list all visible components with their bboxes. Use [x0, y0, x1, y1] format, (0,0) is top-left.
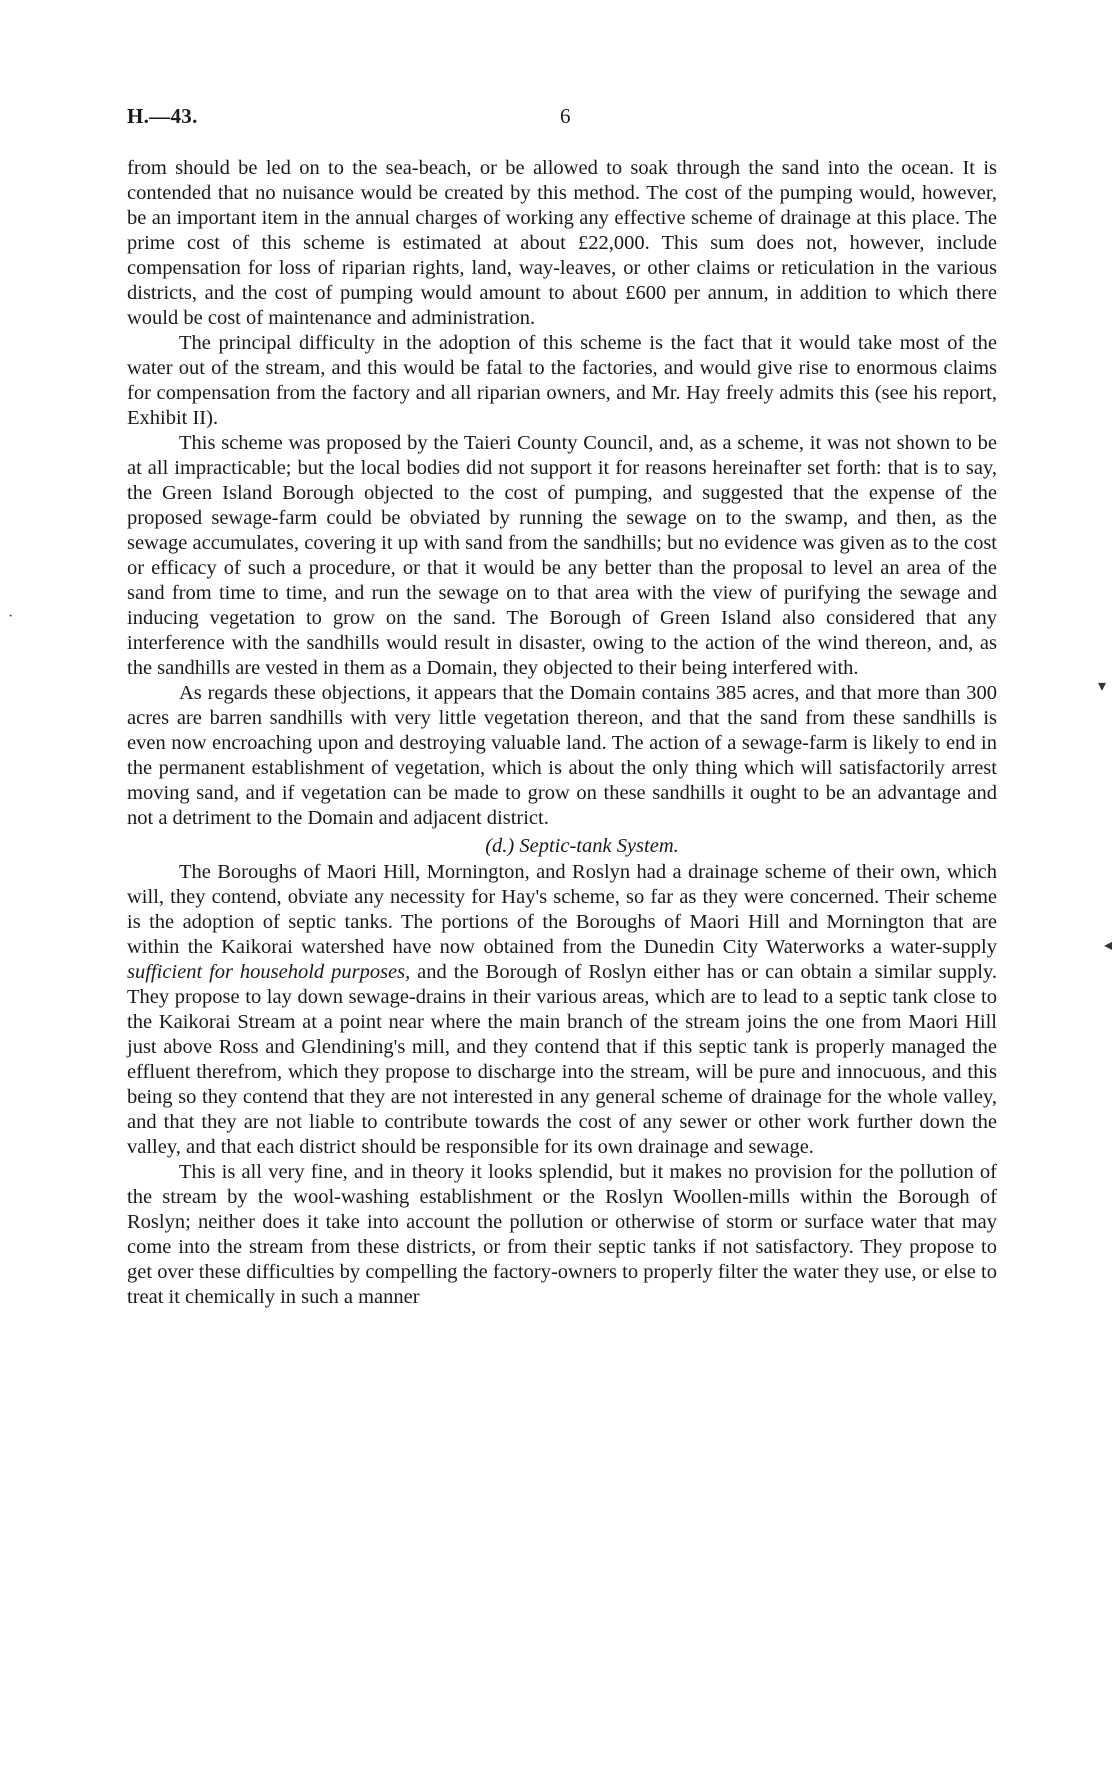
emphasized-text: sufficient for household purposes, — [127, 961, 411, 983]
paragraph: This is all very fine, and in theory it looks splendid, but it makes no provision for the pollution of the stream by the wool-washing establishment or the Roslyn Woollen-mills within the Borough of Roslyn; neither does it take into account the pollution or otherwise of storm or surface water that may come into the stream from these districts, or from their septic tanks if not satisfactory. They propose to get over these difficulties by compelling the factory-owners to properly filter the water they use, or else to treat it chemically in such a manner — [127, 1161, 997, 1308]
margin-mark: ▾ — [1098, 678, 1107, 695]
margin-mark: · — [8, 608, 14, 625]
paragraph: This scheme was proposed by the Taieri County Council, and, as a scheme, it was not shown to be at all impracticable; but the local bodies did not support it for reasons hereinafter set forth: that is to say, the Green Island Borough objected to the cost of pumping, and suggested that the expense of the proposed sewage-farm could be obviated by running the sewage on to the swamp, and then, as the sewage accumulates, covering it up with sand from the sandhills; but no evidence was given as to the cost or efficacy of such a procedure, or that it would be any better than the proposal to level an area of the sand from time to time, and run the sewage on to that area with the view of purifying the sewage and inducing vegetation to grow on the sand. The Borough of Green Island also considered that any interference with the sandhills would result in disaster, owing to the action of the wind thereon, and, as the sandhills are vested in them as a Domain, they objected to their being interfered with. — [127, 432, 997, 679]
paragraph: from should be led on to the sea-beach, or be allowed to soak through the sand into the ocean. It is contended that no nuisance would be created by this method. The cost of the pumping would, however, be an important item in the annual charges of working any effective scheme of drainage at this place. The prime cost of this scheme is estimated at about £22,000. This sum does not, however, include compensation for loss of riparian rights, land, way-leaves, or other claims or reticulation in the various districts, and the cost of pumping would amount to about £600 per annum, in addition to which there would be cost of maintenance and administration. — [127, 157, 997, 329]
paragraph: As regards these objections, it appears that the Domain contains 385 acres, and that more than 300 acres are barren sandhills with very little vegetation thereon, and that the sand from these sandhills is even now encroaching upon and destroying valuable land. The action of a sewage-farm is likely to end in the permanent establishment of vegetation, which is about the only thing which will satisfactorily arrest moving sand, and if vegetation can be made to grow on these sandhills it ought to be an advantage and not a detriment to the Domain and adjacent district. — [127, 682, 997, 829]
paragraph: The principal difficulty in the adoption of this scheme is the fact that it would take most of the water out of the stream, and this would be fatal to the factories, and would give rise to enormous claims for compensation from the factory and all riparian owners, and Mr. Hay freely admits this (see his report, Exhibit II). — [127, 332, 997, 429]
paragraph-text: and the Borough of Roslyn either has or can obtain a similar supply. They propose to lay down sewage-drains in their various areas, which are to lead to a septic tank close to the Kaikorai Stream at a point near where the main branch of the stream joins the one from Maori Hill just above Ross and Glendining's mill, and they contend that if this septic tank is properly managed the effluent therefrom, which they propose to discharge into the stream, will be pure and innocuous, and this being so they contend that they are not interested in any general scheme of drainage for the whole valley, and that they are not liable to contribute towards the cost of any sewer or other work further down the valley, and that each district should be responsible for its own drainage and sewage. — [127, 961, 997, 1158]
body-text — [127, 156, 997, 1310]
paragraph-text: The Boroughs of Maori Hill, Mornington, and Roslyn had a drainage scheme of their own, which will, they contend, obviate any necessity for Hay's scheme, so far as they were concerned. Their scheme is the adoption of septic tanks. The portions of the Boroughs of Maori Hill and Mornington that are within the Kaikorai watershed have now obtained from the Dunedin City Waterworks a water-supply — [127, 861, 997, 958]
paragraph — [127, 860, 997, 1160]
margin-mark: ◂ — [1104, 937, 1113, 954]
page-header — [127, 104, 997, 134]
page-number: 6 — [560, 104, 571, 128]
document-reference: H.—43. — [127, 104, 198, 128]
section-heading: (d.) Septic-tank System. — [485, 835, 679, 857]
